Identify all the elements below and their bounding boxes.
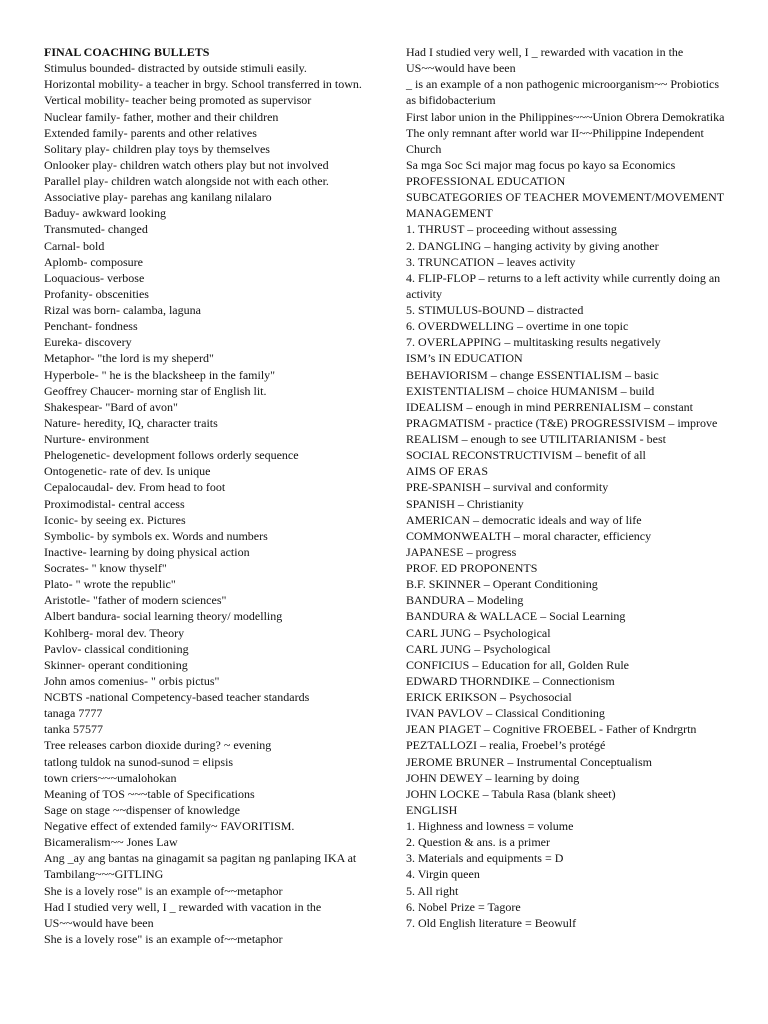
text-line: Plato- " wrote the republic" xyxy=(44,577,176,592)
document-title: FINAL COACHING BULLETS xyxy=(44,45,210,59)
text-line: Tree releases carbon dioxide during? ~ evening xyxy=(44,738,272,753)
text-line: Associative play- parehas ang kanilang nilalaro xyxy=(44,190,272,205)
text-line: 1. Highness and lowness = volume xyxy=(406,819,574,833)
text-line: JEAN PIAGET – Cognitive FROEBEL - Father of Kndrgrtn xyxy=(406,722,697,737)
text-line: Skinner- operant conditioning xyxy=(44,657,188,672)
text-line: JOHN DEWEY – learning by doing xyxy=(406,770,580,785)
text-line: Onlooker play- children watch others play but not involved xyxy=(44,157,329,172)
text-line: Meaning of TOS ~~~table of Specifications xyxy=(44,786,255,801)
text-line: Nuclear family- father, mother and their children xyxy=(44,109,279,124)
text-line: Phelogenetic- development follows orderly sequence xyxy=(44,448,299,463)
text-line: AIMS OF ERAS xyxy=(406,464,489,479)
text-line: Cepalocaudal- dev. From head to foot xyxy=(44,480,226,495)
text-line: Horizontal mobility- a teacher in brgy. School transferred in town. xyxy=(44,77,362,92)
text-line: Iconic- by seeing ex. Pictures xyxy=(44,512,186,527)
text-line: IDEALISM – enough in mind PERRENIALISM – constant xyxy=(406,399,693,414)
text-line: She is a lovely rose" is an example of~~metaphor xyxy=(44,931,283,946)
text-line: Had I studied very well, I _ rewarded with vacation in the US~~would have been xyxy=(44,899,322,930)
text-line: Parallel play- children watch alongside not with each other. xyxy=(44,174,329,188)
text-line: Albert bandura- social learning theory/ modelling xyxy=(44,609,283,624)
text-line: BANDURA & WALLACE – Social Learning xyxy=(406,609,626,624)
text-line: JAPANESE – progress xyxy=(406,544,517,559)
text-line: BANDURA – Modeling xyxy=(406,593,524,608)
text-line: tatlong tuldok na sunod-sunod = elipsis xyxy=(44,754,234,769)
text-line: Negative effect of extended family~ FAVORITISM. xyxy=(44,819,295,833)
text-line: 4. FLIP-FLOP – returns to a left activity while currently doing an activity xyxy=(406,270,721,301)
left-column-lines xyxy=(44,60,362,947)
text-line: PRAGMATISM - practice (T&E) PROGRESSIVISM – improve xyxy=(406,415,718,430)
text-line: Proximodistal- central access xyxy=(44,496,185,511)
text-line: EXISTENTIALISM – choice HUMANISM – build xyxy=(406,383,655,398)
text-line: CARL JUNG – Psychological xyxy=(406,641,551,656)
left-column xyxy=(44,44,362,947)
text-line: town criers~~~umalohokan xyxy=(44,770,177,785)
text-line: JEROME BRUNER – Instrumental Conceptualism xyxy=(406,754,652,769)
text-line: Pavlov- classical conditioning xyxy=(44,641,189,656)
text-line: 2. Question & ans. is a primer xyxy=(406,835,550,850)
text-line: SUBCATEGORIES OF TEACHER MOVEMENT/MOVEMENT MANAGEMENT xyxy=(406,190,724,221)
text-line: 1. THRUST – proceeding without assessing xyxy=(406,222,617,237)
text-line: Shakespear- "Bard of avon" xyxy=(44,399,178,414)
text-line: Socrates- " know thyself" xyxy=(44,561,167,575)
right-column xyxy=(406,44,730,931)
text-line: EDWARD THORNDIKE – Connectionism xyxy=(406,673,615,688)
text-line: 3. TRUNCATION – leaves activity xyxy=(406,254,576,269)
text-line: IVAN PAVLOV – Classical Conditioning xyxy=(406,706,605,721)
text-line: Solitary play- children play toys by themselves xyxy=(44,141,270,156)
text-line: AMERICAN – democratic ideals and way of life xyxy=(406,512,642,527)
text-line: Baduy- awkward looking xyxy=(44,206,166,221)
text-line: _ is an example of a non pathogenic microorganism~~ Probiotics as bifidobacterium xyxy=(406,77,720,108)
text-line: 7. Old English literature = Beowulf xyxy=(406,915,577,930)
text-line: 7. OVERLAPPING – multitasking results negatively xyxy=(406,335,661,350)
text-line: Ang _ay ang bantas na ginagamit sa pagitan ng panlaping IKA at Tambilang~~~GITLING xyxy=(44,851,357,882)
text-line: Transmuted- changed xyxy=(44,222,148,237)
text-line: Nature- heredity, IQ, character traits xyxy=(44,415,218,430)
text-line: Symbolic- by symbols ex. Words and numbers xyxy=(44,528,268,543)
text-line: Had I studied very well, I _ rewarded with vacation in the US~~would have been xyxy=(406,45,684,76)
text-line: JOHN LOCKE – Tabula Rasa (blank sheet) xyxy=(406,786,616,801)
text-line: PROF. ED PROPONENTS xyxy=(406,561,538,575)
text-line: First labor union in the Philippines~~~Union Obrera Demokratika xyxy=(406,109,725,124)
right-column-lines xyxy=(406,44,730,931)
text-line: 5. STIMULUS-BOUND – distracted xyxy=(406,303,584,317)
text-line: ERICK ERIKSON – Psychosocial xyxy=(406,690,572,704)
text-line: ENGLISH xyxy=(406,802,458,817)
text-line: 6. Nobel Prize = Tagore xyxy=(406,899,521,914)
text-line: Profanity- obscenities xyxy=(44,286,149,301)
text-line: SOCIAL RECONSTRUCTIVISM – benefit of all xyxy=(406,448,646,463)
text-line: Rizal was born- calamba, laguna xyxy=(44,303,201,317)
text-line: Kohlberg- moral dev. Theory xyxy=(44,625,185,640)
text-line: 6. OVERDWELLING – overtime in one topic xyxy=(406,319,629,334)
text-line: tanaga 7777 xyxy=(44,706,103,721)
text-line: 2. DANGLING – hanging activity by giving another xyxy=(406,238,659,253)
text-line: Bicameralism~~ Jones Law xyxy=(44,835,178,850)
text-line: PEZTALLOZI – realia, Froebel’s protégé xyxy=(406,738,606,753)
text-line: PROFESSIONAL EDUCATION xyxy=(406,174,566,188)
text-line: Ontogenetic- rate of dev. Is unique xyxy=(44,464,211,479)
text-line: REALISM – enough to see UTILITARIANISM - best xyxy=(406,432,667,446)
text-line: John amos comenius- " orbis pictus" xyxy=(44,673,220,688)
text-line: Vertical mobility- teacher being promoted as supervisor xyxy=(44,93,312,108)
text-line: ISM’s IN EDUCATION xyxy=(406,351,523,366)
text-line: B.F. SKINNER – Operant Conditioning xyxy=(406,577,598,592)
text-line: 5. All right xyxy=(406,883,459,898)
text-line: PRE-SPANISH – survival and conformity xyxy=(406,480,609,495)
text-line: Aplomb- composure xyxy=(44,254,143,269)
text-line: 3. Materials and equipments = D xyxy=(406,851,564,866)
text-line: CARL JUNG – Psychological xyxy=(406,625,551,640)
text-line: Extended family- parents and other relatives xyxy=(44,125,257,140)
text-line: Carnal- bold xyxy=(44,238,105,253)
text-line: Eureka- discovery xyxy=(44,335,132,350)
text-line: Hyperbole- " he is the blacksheep in the family" xyxy=(44,367,276,382)
text-line: Geoffrey Chaucer- morning star of English lit. xyxy=(44,383,267,398)
text-line: Penchant- fondness xyxy=(44,319,138,334)
text-line: 4. Virgin queen xyxy=(406,867,480,882)
text-line: Aristotle- "father of modern sciences" xyxy=(44,593,227,608)
text-line: COMMONWEALTH – moral character, efficiency xyxy=(406,528,652,543)
text-line: Nurture- environment xyxy=(44,432,149,446)
text-line: BEHAVIORISM – change ESSENTIALISM – basic xyxy=(406,367,659,382)
text-line: tanka 57577 xyxy=(44,722,103,737)
text-line: Sa mga Soc Sci major mag focus po kayo sa Economics xyxy=(406,157,676,172)
text-line: Inactive- learning by doing physical action xyxy=(44,544,250,559)
text-line: Stimulus bounded- distracted by outside stimuli easily. xyxy=(44,61,307,76)
text-line: NCBTS -national Competency-based teacher standards xyxy=(44,690,310,704)
text-line: Loquacious- verbose xyxy=(44,270,145,285)
text-line: CONFICIUS – Education for all, Golden Rule xyxy=(406,657,629,672)
text-line: SPANISH – Christianity xyxy=(406,496,524,511)
text-line: Metaphor- "the lord is my sheperd" xyxy=(44,351,214,366)
text-line: She is a lovely rose" is an example of~~metaphor xyxy=(44,883,283,898)
text-line: Sage on stage ~~dispenser of knowledge xyxy=(44,802,240,817)
text-line: The only remnant after world war II~~Philippine Independent Church xyxy=(406,125,704,156)
